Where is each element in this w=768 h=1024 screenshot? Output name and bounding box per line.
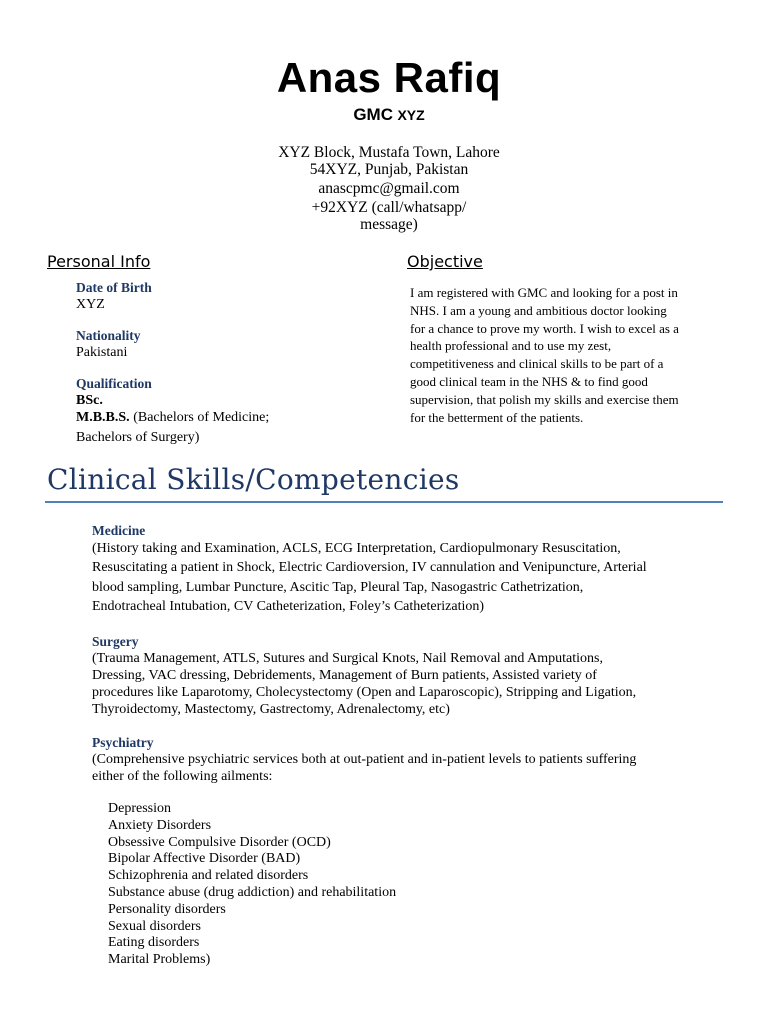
objective-line: competitiveness and clinical skills to be part of a [410,356,664,372]
nationality-label: Nationality [76,328,141,343]
qualification-mbbs-text: (Bachelors of Medicine; [129,410,270,425]
medicine-line: blood sampling, Lumbar Puncture, Ascitic Tap, Pleural Tap, Nasogastric Cathetrization, [92,579,584,595]
psychiatry-line: either of the following ailments: [92,769,273,785]
medicine-label: Medicine [92,523,146,538]
objective-line: for the betterment of the patients. [410,409,584,425]
list-item: Obsessive Compulsive Disorder (OCD) [108,834,331,850]
objective-line: NHS. I am a young and ambitious doctor looking [410,302,667,318]
candidate-name: Anas Rafiq [276,54,502,101]
list-item: Substance abuse (drug addiction) and rehabilitation [108,884,397,900]
list-item: Anxiety Disorders [108,817,212,833]
list-item: Sexual disorders [108,918,201,934]
ailments-list [108,801,396,969]
list-item: Schizophrenia and related disorders [108,868,309,884]
list-item: Depression [108,801,171,816]
objective-line: health professional and to use my zest, [410,338,612,354]
gmc-label: GMC [353,105,393,124]
objective-heading: Objective [407,252,483,271]
clinical-skills-title: Clinical Skills/Competencies [47,463,460,496]
objective-text [410,284,720,426]
gmc-number [0,104,768,127]
surgery-line: Dressing, VAC dressing, Debridements, Management of Burn patients, Assisted variety of [92,668,597,684]
clinical-skills-block [92,522,721,785]
surgery-line: (Trauma Management, ATLS, Sutures and Surgical Knots, Nail Removal and Amputations, [92,651,603,667]
psychiatry-label: Psychiatry [92,735,154,751]
medicine-line: Endotracheal Intubation, CV Catheterization, Foley’s Catheterization) [92,598,485,614]
objective-line: for a chance to prove my worth. I wish to excel as a [410,320,679,336]
qualification-bsc: BSc. [76,393,103,408]
personal-info-heading: Personal Info [47,252,151,271]
personal-info-block [76,279,396,446]
qualification-label: Qualification [76,376,152,391]
dob-value: XYZ [76,297,105,312]
qualification-mbbs-line2: Bachelors of Surgery) [76,430,200,445]
list-item: Bipolar Affective Disorder (BAD) [108,851,301,867]
surgery-text [92,650,721,718]
list-item: Personality disorders [108,901,226,917]
objective-line: good clinical team in the NHS & to find good [410,373,648,389]
medicine-line: (History taking and Examination, ACLS, ECG Interpretation, Cardiopulmonary Resuscitation, [92,541,621,556]
email: anascpmc@gmail.com [318,180,460,197]
surgery-line: procedures like Laparotomy, Cholecystectomy (Open and Laparoscopic), Stripping and Ligation, [92,685,637,701]
section-divider [45,501,723,503]
psychiatry-text [92,751,721,785]
nationality-value: Pakistani [76,345,128,360]
medicine-line: Resuscitating a patient in Shock, Electric Cardioversion, IV cannulation and Venipuncture, Arterial [92,560,647,576]
qualification-mbbs-abbr: M.B.B.S. [76,410,130,425]
list-item: Marital Problems) [108,952,211,968]
gmc-value: XYZ [397,107,425,123]
phone-line-2: message) [360,216,418,233]
surgery-label: Surgery [92,634,139,650]
surgery-line: Thyroidectomy, Mastectomy, Gastrectomy, Adrenalectomy, etc) [92,702,450,718]
qualification-mbbs [76,409,396,426]
list-item: Eating disorders [108,935,200,951]
address-line-1: XYZ Block, Mustafa Town, Lahore [278,144,500,161]
psychiatry-line: (Comprehensive psychiatric services both at out-patient and in-patient levels to patients suffering [92,752,637,768]
phone-line-1: +92XYZ (call/whatsapp/ [311,199,467,216]
objective-line: I am registered with GMC and looking for a post in [410,285,678,300]
medicine-text [92,539,721,616]
objective-line: supervision, that polish my skills and exercise them [410,391,679,407]
contact-block [0,144,768,233]
dob-label: Date of Birth [76,280,152,295]
address-line-2: 54XYZ, Punjab, Pakistan [309,161,469,178]
